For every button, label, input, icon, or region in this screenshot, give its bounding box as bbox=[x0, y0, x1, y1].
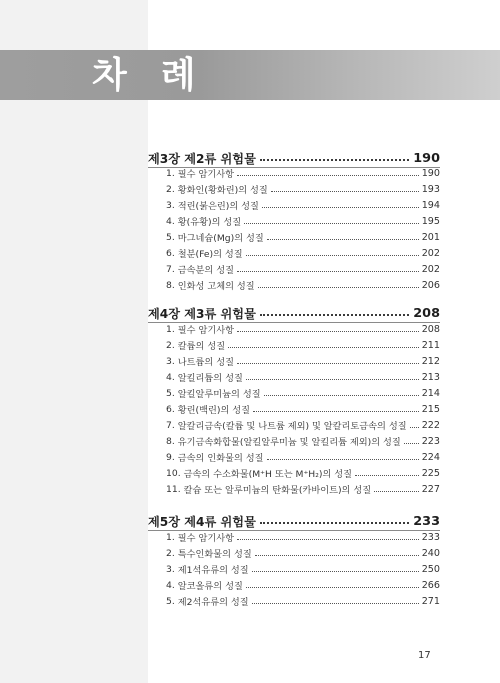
dot-leader bbox=[260, 159, 409, 161]
entry-number: 5. bbox=[166, 595, 175, 607]
toc-entry[interactable] bbox=[166, 594, 440, 608]
toc-entry[interactable] bbox=[166, 338, 440, 352]
entry-page: 227 bbox=[421, 483, 440, 495]
entry-title: 필수 암기사항 bbox=[177, 533, 234, 544]
entry-page: 190 bbox=[421, 167, 440, 179]
page-title: 차례 bbox=[92, 55, 230, 96]
toc-entry[interactable] bbox=[166, 354, 440, 368]
entry-number: 8. bbox=[166, 279, 175, 291]
entry-number: 4. bbox=[166, 215, 175, 227]
entry-number: 1. bbox=[166, 167, 175, 179]
entry-title: 필수 암기사항 bbox=[177, 169, 234, 180]
entry-title: 적린(붉은린)의 성질 bbox=[177, 201, 259, 212]
entry-number: 1. bbox=[166, 323, 175, 335]
toc-entry[interactable] bbox=[166, 278, 440, 292]
toc-entry[interactable] bbox=[166, 386, 440, 400]
dot-leader bbox=[246, 255, 419, 256]
dot-leader bbox=[253, 411, 419, 412]
dot-leader bbox=[228, 347, 419, 348]
toc-entry[interactable] bbox=[166, 166, 440, 180]
chapter-title: 제3장 제2류 위험물 bbox=[148, 151, 256, 166]
dot-leader bbox=[246, 587, 419, 588]
title-band bbox=[0, 50, 500, 100]
toc-entry[interactable] bbox=[166, 562, 440, 576]
dot-leader bbox=[244, 223, 419, 224]
entry-page: 250 bbox=[421, 563, 440, 575]
toc-entry[interactable] bbox=[166, 418, 440, 432]
entry-number: 10. bbox=[166, 467, 181, 479]
entry-number: 4. bbox=[166, 371, 175, 383]
dot-leader bbox=[267, 459, 419, 460]
chapter-page: 190 bbox=[413, 150, 440, 166]
entry-title: 알킬알루미늄의 성질 bbox=[177, 389, 261, 400]
entry-title: 황(유황)의 성질 bbox=[177, 217, 242, 228]
entry-title: 금속분의 성질 bbox=[177, 265, 234, 276]
entry-title: 칼슘 또는 알루미늄의 탄화물(카바이트)의 성질 bbox=[183, 485, 372, 496]
entry-page: 224 bbox=[421, 451, 440, 463]
toc-entry[interactable] bbox=[166, 402, 440, 416]
dot-leader bbox=[252, 603, 419, 604]
dot-leader bbox=[260, 314, 409, 316]
dot-leader bbox=[237, 271, 419, 272]
entry-number: 5. bbox=[166, 231, 175, 243]
entry-title: 제2석유류의 성질 bbox=[177, 597, 249, 608]
entry-title: 황화인(황화린)의 성질 bbox=[177, 185, 268, 196]
entry-page: 240 bbox=[421, 547, 440, 559]
entry-page: 206 bbox=[421, 279, 440, 291]
dot-leader bbox=[237, 539, 419, 540]
entry-title: 필수 암기사항 bbox=[177, 325, 234, 336]
chapter-page: 208 bbox=[413, 305, 440, 321]
toc-entry[interactable] bbox=[166, 214, 440, 228]
entry-page: 201 bbox=[421, 231, 440, 243]
dot-leader bbox=[271, 191, 419, 192]
entry-title: 알칼리금속(칼륨 및 나트륨 제외) 및 알칼리토금속의 성질 bbox=[177, 421, 407, 432]
chapter-heading-3[interactable] bbox=[148, 150, 440, 166]
dot-leader bbox=[237, 175, 419, 176]
entry-number: 11. bbox=[166, 483, 181, 495]
entry-number: 9. bbox=[166, 451, 175, 463]
dot-leader bbox=[258, 287, 419, 288]
entry-title: 특수인화물의 성질 bbox=[177, 549, 252, 560]
toc-entry[interactable] bbox=[166, 246, 440, 260]
entry-number: 7. bbox=[166, 419, 175, 431]
entry-title: 칼륨의 성질 bbox=[177, 341, 226, 352]
entry-title: 철분(Fe)의 성질 bbox=[177, 249, 243, 260]
entry-number: 2. bbox=[166, 339, 175, 351]
entry-number: 1. bbox=[166, 531, 175, 543]
entry-title: 나트륨의 성질 bbox=[177, 357, 234, 368]
entry-page: 266 bbox=[421, 579, 440, 591]
toc-entry[interactable] bbox=[166, 530, 440, 544]
entry-number: 3. bbox=[166, 563, 175, 575]
chapter-page: 233 bbox=[413, 513, 440, 529]
chapter-heading-4[interactable] bbox=[148, 305, 440, 321]
dot-leader bbox=[246, 379, 419, 380]
dot-leader bbox=[404, 443, 419, 444]
entry-page: 202 bbox=[421, 263, 440, 275]
entry-page: 215 bbox=[421, 403, 440, 415]
entry-number: 3. bbox=[166, 355, 175, 367]
entry-number: 5. bbox=[166, 387, 175, 399]
toc-entry[interactable] bbox=[166, 230, 440, 244]
entry-page: 194 bbox=[421, 199, 440, 211]
dot-leader bbox=[267, 239, 419, 240]
entry-title: 금속의 수소화물(M⁺H 또는 M⁺H₂)의 성질 bbox=[183, 469, 353, 480]
toc-entry[interactable] bbox=[166, 434, 440, 448]
entry-page: 212 bbox=[421, 355, 440, 367]
toc-entry[interactable] bbox=[166, 482, 440, 496]
dot-leader bbox=[262, 207, 419, 208]
entry-title: 금속의 인화물의 성질 bbox=[177, 453, 264, 464]
toc-entry[interactable] bbox=[166, 262, 440, 276]
entry-page: 223 bbox=[421, 435, 440, 447]
entry-number: 8. bbox=[166, 435, 175, 447]
entry-number: 2. bbox=[166, 183, 175, 195]
entry-page: 225 bbox=[421, 467, 440, 479]
dot-leader bbox=[237, 331, 419, 332]
toc-entry[interactable] bbox=[166, 466, 440, 480]
entry-number: 4. bbox=[166, 579, 175, 591]
toc-entry[interactable] bbox=[166, 578, 440, 592]
chapter-title: 제4장 제3류 위험물 bbox=[148, 306, 256, 321]
dot-leader bbox=[264, 395, 419, 396]
entry-title: 마그네슘(Mg)의 성질 bbox=[177, 233, 264, 244]
dot-leader bbox=[374, 491, 419, 492]
entry-number: 2. bbox=[166, 547, 175, 559]
entry-title: 알킬리튬의 성질 bbox=[177, 373, 243, 384]
entry-number: 6. bbox=[166, 247, 175, 259]
entry-number: 3. bbox=[166, 199, 175, 211]
entry-title: 황린(백린)의 성질 bbox=[177, 405, 250, 416]
entry-page: 213 bbox=[421, 371, 440, 383]
dot-leader bbox=[260, 522, 409, 524]
entry-title: 인화성 고체의 성질 bbox=[177, 281, 255, 292]
dot-leader bbox=[255, 555, 419, 556]
toc-entry[interactable] bbox=[166, 182, 440, 196]
toc-entry[interactable] bbox=[166, 322, 440, 336]
entry-title: 제1석유류의 성질 bbox=[177, 565, 249, 576]
entry-page: 211 bbox=[421, 339, 440, 351]
entry-page: 193 bbox=[421, 183, 440, 195]
toc-entry[interactable] bbox=[166, 198, 440, 212]
chapter-heading-5[interactable] bbox=[148, 513, 440, 529]
page-number: 17 bbox=[418, 650, 431, 661]
entry-page: 202 bbox=[421, 247, 440, 259]
entry-title: 유기금속화합물(알킬알루미늄 및 알킬리튬 제외)의 성질 bbox=[177, 437, 401, 448]
toc-entry[interactable] bbox=[166, 450, 440, 464]
entry-title: 알코올류의 성질 bbox=[177, 581, 243, 592]
entry-page: 214 bbox=[421, 387, 440, 399]
entry-page: 271 bbox=[421, 595, 440, 607]
dot-leader bbox=[355, 475, 419, 476]
left-gray-panel bbox=[0, 0, 148, 683]
entry-number: 7. bbox=[166, 263, 175, 275]
dot-leader bbox=[410, 427, 419, 428]
chapter-title: 제5장 제4류 위험물 bbox=[148, 514, 256, 529]
entry-page: 208 bbox=[421, 323, 440, 335]
toc-entry[interactable] bbox=[166, 370, 440, 384]
entry-page: 233 bbox=[421, 531, 440, 543]
entry-page: 195 bbox=[421, 215, 440, 227]
toc-entry[interactable] bbox=[166, 546, 440, 560]
dot-leader bbox=[252, 571, 419, 572]
dot-leader bbox=[237, 363, 419, 364]
entry-number: 6. bbox=[166, 403, 175, 415]
entry-page: 222 bbox=[421, 419, 440, 431]
